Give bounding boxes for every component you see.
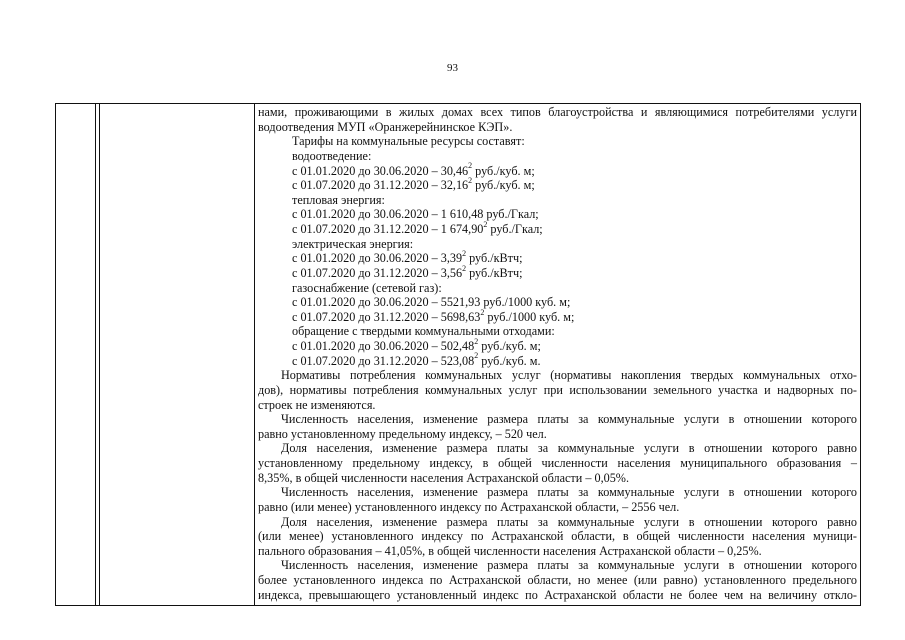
page-number: 93: [447, 62, 458, 74]
text-line: водоотведение:: [292, 148, 372, 163]
column-divider-3: [254, 103, 255, 606]
text-line: с 01.07.2020 до 31.12.2020 – 32,16$^2$ руб./куб. м;: [292, 175, 535, 193]
text-line: с 01.01.2020 до 30.06.2020 – 3,39$^2$ руб./кВтч;: [292, 249, 523, 266]
text-line: с 01.01.2020 до 30.06.2020 – 30,46$^2$ руб./куб. м;: [292, 161, 535, 178]
text-line: равно установленному предельному индексу, – 520 чел.: [258, 426, 547, 441]
column-divider-1: [95, 103, 96, 606]
text-line: с 01.01.2020 до 30.06.2020 – 1 610,48 руб./Гкал;: [292, 207, 539, 222]
text-line: с 01.01.2020 до 30.06.2020 – 5521,93 руб./1000 куб. м;: [292, 295, 571, 310]
text-line: Нормативы потребления коммунальных услуг (нормативы накопления твердых коммунальных отхо-: [281, 368, 857, 383]
text-line: тепловая энергия:: [292, 192, 385, 207]
column-divider-2: [99, 103, 100, 606]
text-line: с 01.07.2020 до 31.12.2020 – 5698,63$^2$ руб./1000 куб. м;: [292, 307, 575, 324]
text-line: пального образования – 41,05%, в общей численности населения Астраханской области – 0,25%.: [258, 543, 762, 558]
text-line: Численность населения, изменение размера платы за коммунальные услуги в отношении которого: [281, 485, 857, 500]
text-line: с 01.07.2020 до 31.12.2020 – 3,56$^2$ руб./кВтч;: [292, 263, 523, 280]
text-line: Доля населения, изменение размера платы за коммунальные услуги в отношении которого равно: [281, 514, 857, 529]
text-line: строек не изменяются.: [258, 397, 376, 412]
table-cell-text: [258, 105, 857, 602]
text-line: электрическая энергия:: [292, 236, 414, 251]
text-line: газоснабжение (сетевой газ):: [292, 280, 442, 295]
text-line: (или менее) установленного индексу по Астраханской области, в общей численности населения муници-: [258, 529, 857, 544]
text-line: индекса, превышающего установленный индекс по Астраханской области не более чем на величину откло-: [258, 587, 857, 602]
text-line: более установленного индекса по Астраханской области, но менее (или равно) установленного предельного: [258, 573, 857, 587]
text-line: с 01.01.2020 до 30.06.2020 – 502,48$^2$ руб./куб. м;: [292, 336, 541, 353]
text-line: установленному предельному индексу, в общей численности населения муниципального образования –: [258, 456, 857, 470]
text-line: 8,35%, в общей численности населения Астраханской области – 0,05%.: [258, 470, 629, 485]
text-line: равно (или менее) установленного индексу по Астраханской области, – 2556 чел.: [258, 499, 680, 514]
text-line: Тарифы на коммунальные ресурсы составят:: [292, 134, 525, 149]
text-line: с 01.07.2020 до 31.12.2020 – 523,08$^2$ руб./куб. м.: [292, 351, 541, 368]
text-line: обращение с твердыми коммунальными отходами:: [292, 324, 555, 339]
text-line: с 01.07.2020 до 31.12.2020 – 1 674,90$^2$ руб./Гкал;: [292, 219, 543, 236]
text-line: Численность населения, изменение размера платы за коммунальные услуги в отношении которого: [281, 558, 857, 573]
text-line: Численность населения, изменение размера платы за коммунальные услуги в отношении которого: [281, 412, 857, 427]
text-line: Доля населения, изменение размера платы за коммунальные услуги в отношении которого равно: [281, 441, 857, 456]
text-line: дов), нормативы потребления коммунальных услуг при использовании земельного участка и надворных по-: [258, 382, 857, 397]
text-line: нами, проживающими в жилых домах всех типов благоустройства и являющимися потребителями услуги: [258, 105, 857, 119]
text-line: водоотведения МУП «Оранжерейнинское КЭП».: [258, 119, 513, 134]
